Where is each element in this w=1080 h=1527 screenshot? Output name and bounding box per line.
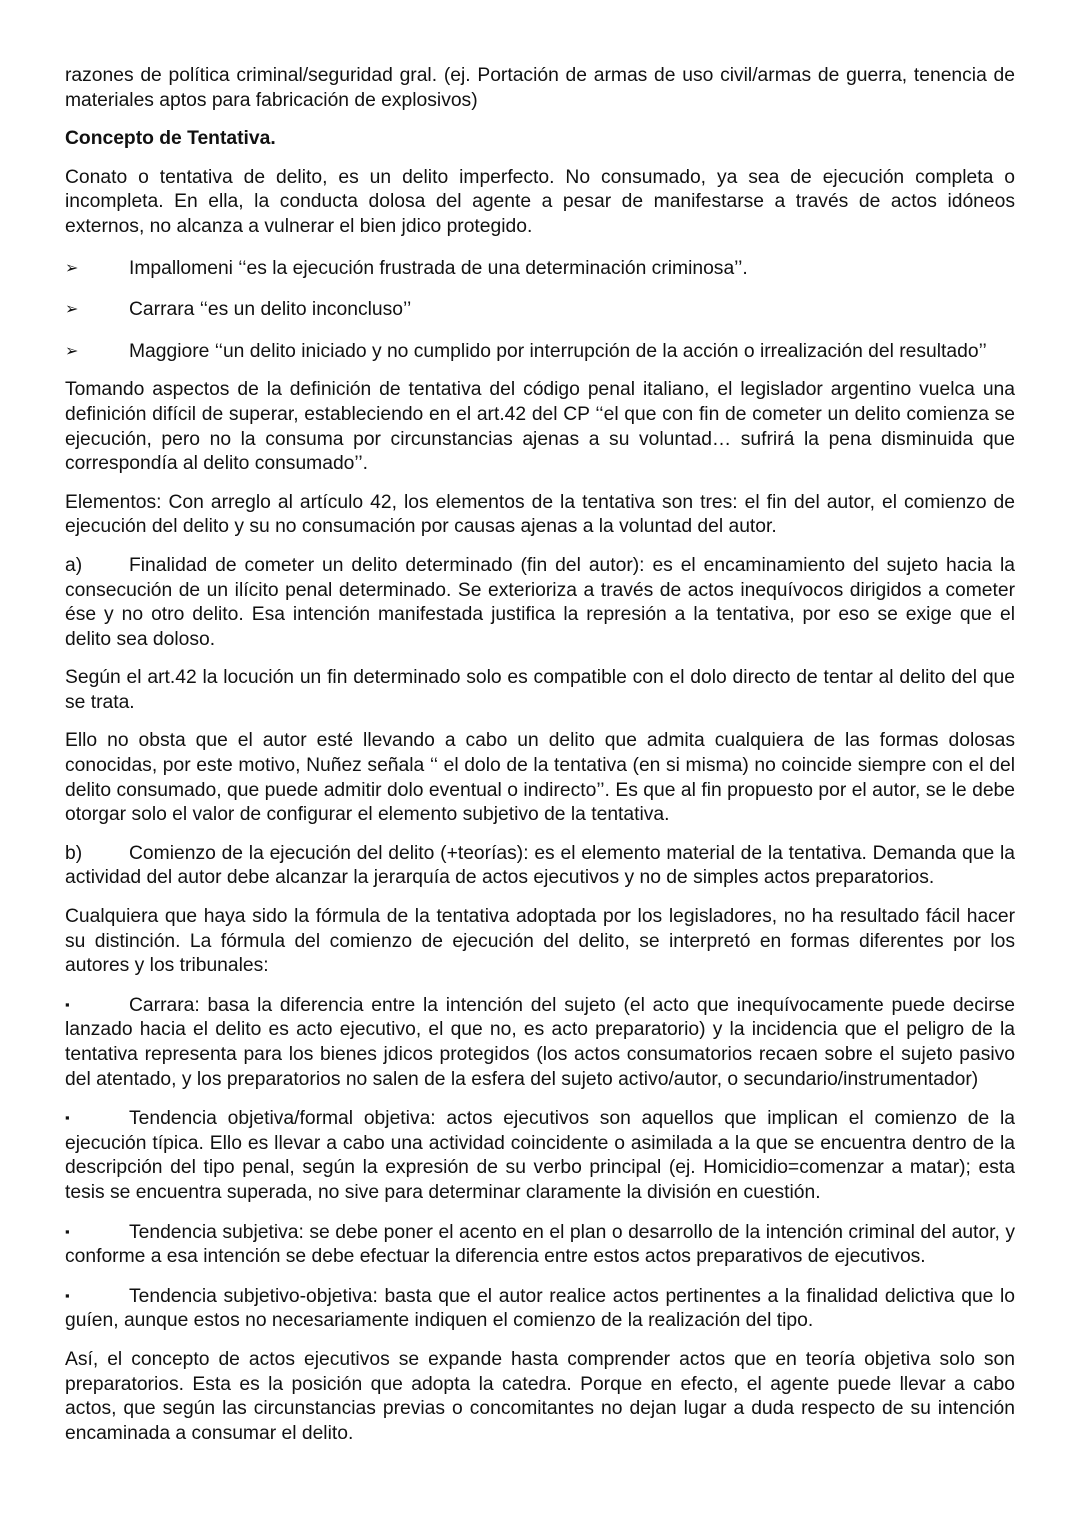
arrow-list-text: Impallomeni ‘‘es la ejecución frustrada de una determinación criminosa’’. xyxy=(129,257,748,279)
arrow-bullet-icon: ➢ xyxy=(65,259,79,277)
section-heading: Concepto de Tentativa. xyxy=(65,128,276,150)
paragraph-element-b xyxy=(65,842,1015,891)
document-page xyxy=(65,64,1015,1446)
paragraph-intro-continuation: razones de política criminal/seguridad gral. (ej. Portación de armas de uso civil/armas de guerra, tenencia de materiales aptos para fabricación de explosivos) xyxy=(65,65,1015,111)
square-list-text: Tendencia subjetivo-objetiva: basta que el autor realice actos pertinentes a la finalidad delictiva que lo guíen, aunque estos no necesariamente indiquen el comienzo de la realización del tipo. xyxy=(65,1285,1015,1332)
paragraph-conclusion: Así, el concepto de actos ejecutivos se expande hasta comprender actos que en teoría objetiva solo son preparatorios. Esta es la posición que adopta la catedra. Porque en efecto, el agente puede llevar a cabo actos, que según las circunstancias previas o concomitantes no dejan lugar a duda respecto de su intención encaminada a consumar el delito. xyxy=(65,1348,1015,1444)
paragraph-dolo-directo: Según el art.42 la locución un fin determinado solo es compatible con el dolo directo de tentar al delito del que se trata. xyxy=(65,667,1015,713)
square-list-text: Tendencia objetiva/formal objetiva: actos ejecutivos son aquellos que implican el comienzo de la ejecución típica. Ello es llevar a cabo una actividad coincidente o asimilada a la que se encuentra dentro de la descripción del tipo penal, según la expresión de su verbo principal (ej. Homicidio=comenzar a matar); esta tesis se encuentra superada, no sive para determinar claramente la división en cuestión. xyxy=(65,1108,1015,1203)
item-marker-a: a) xyxy=(65,554,83,576)
paragraph-elementos: Elementos: Con arreglo al artículo 42, los elementos de la tentativa son tres: el fin del autor, el comienzo de ejecución del delito y su no consumación por causas ajenas a la voluntad del autor. xyxy=(65,491,1015,538)
square-list-text: Tendencia subjetiva: se debe poner el acento en el plan o desarrollo de la intención criminal del autor, y conforme a esa intención se debe efectuar la diferencia entre estos actos preparativos de ejecutivos. xyxy=(65,1221,1015,1268)
square-list-text: Carrara: basa la diferencia entre la intención del sujeto (el acto que inequívocamente puede decirse lanzado hacia el delito es acto ejecutivo, el que no, es acto preparatorio) y la incidencia que el peligro de la tentativa representa para los bienes jdicos protegidos (los actos consumatorios recaen sobre el sujeto pasivo del atentado, y los preparatorios no salen de la esfera del sujeto activo/autor, o secundario/instrumentador) xyxy=(65,994,1015,1090)
square-list-item xyxy=(65,1284,1015,1334)
square-bullet-icon: ▪ xyxy=(65,1287,70,1303)
square-list-item xyxy=(65,1106,1015,1205)
item-marker-b: b) xyxy=(65,842,83,864)
arrow-bullet-icon: ➢ xyxy=(65,342,79,360)
square-list-item xyxy=(65,993,1015,1092)
paragraph-definition: Conato o tentativa de delito, es un delito imperfecto. No consumado, ya sea de ejecución completa o incompleta. En ella, la conducta dolosa del agente a pesar de manifestarse a través de actos idóneos externos, no alcanza a vulnerar el bien jdico protegido. xyxy=(65,166,1015,237)
paragraph-formula: Cualquiera que haya sido la fórmula de la tentativa adoptada por los legisladores, no ha resultado fácil hacer su distinción. La fórmula del comienzo de ejecución del delito, se interpretó en formas diferentes por los autores y los tribunales: xyxy=(65,906,1015,977)
arrow-list-text: Maggiore ‘‘un delito iniciado y no cumplido por interrupción de la acción o irrealización del resultado’’ xyxy=(129,340,987,362)
square-bullet-icon: ▪ xyxy=(65,1223,70,1239)
paragraph-art42: Tomando aspectos de la definición de tentativa del código penal italiano, el legislador argentino vuelca una definición difícil de superar, estableciendo en el art.42 del CP ‘‘el que con fin de cometer un delito comienza se ejecución, pero no la consuma por circunstancias ajenas a su voluntad… sufrirá la pena disminuida que correspondía al delito consumado’’. xyxy=(65,379,1015,475)
item-text-b: Comienzo de la ejecución del delito (+teorías): es el elemento material de la tentativa. Demanda que la actividad del autor debe alcanzar la jerarquía de actos ejecutivos y no de simples actos preparatorios. xyxy=(65,842,1015,889)
arrow-list-item xyxy=(65,257,1015,282)
item-text-a: Finalidad de cometer un delito determinado (fin del autor): es el encaminamiento del sujeto hacia la consecución de un ilícito penal determinado. Se exterioriza a través de actos inequívocos dirigidos a cometer ése y no otro delito. Esa intención manifestada justifica la represión a la tentativa, por eso se exige que el delito sea doloso. xyxy=(65,554,1015,650)
square-bullet-icon: ▪ xyxy=(65,996,70,1012)
arrow-list-item xyxy=(65,298,1015,323)
square-list-item xyxy=(65,1220,1015,1270)
arrow-list-text: Carrara ‘‘es un delito inconcluso’’ xyxy=(129,299,412,321)
paragraph-element-a xyxy=(65,554,1015,652)
arrow-bullet-icon: ➢ xyxy=(65,301,79,319)
arrow-list-item xyxy=(65,340,1015,365)
paragraph-nunez: Ello no obsta que el autor esté llevando a cabo un delito que admita cualquiera de las formas dolosas conocidas, por este motivo, Nuñez señala ‘‘ el dolo de la tentativa (en si misma) no coincide siempre con el del delito consumado, que puede admitir dolo eventual o indirecto’’. Es que al fin propuesto por el autor, se le debe otorgar solo el valor de configurar el elemento subjetivo de la tentativa. xyxy=(65,730,1015,826)
square-bullet-icon: ▪ xyxy=(65,1110,70,1126)
